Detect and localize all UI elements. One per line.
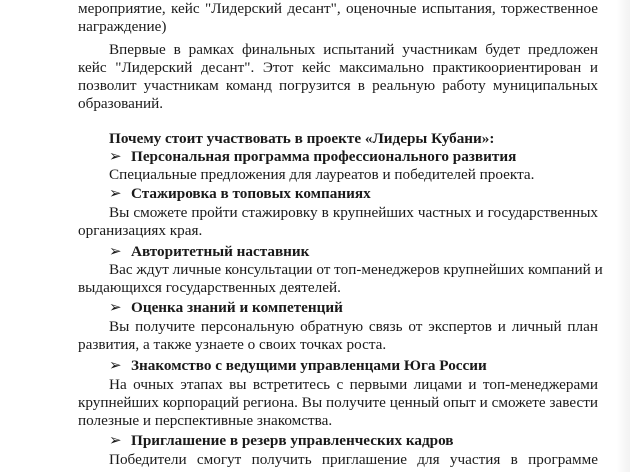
benefit-text-4-1: Вы получите персональную обратную связь от экспертов и личный план (109, 318, 598, 335)
arrow-bullet-icon: ➢ (109, 432, 122, 449)
benefit-title-5 (109, 357, 487, 375)
benefit-title-1 (109, 148, 516, 166)
arrow-bullet-icon: ➢ (109, 357, 122, 374)
intro-line-2: награждение) (78, 18, 167, 35)
benefit-text-4-2: развития, а также узнаете о своих точках роста. (78, 336, 387, 353)
arrow-bullet-icon: ➢ (109, 148, 122, 165)
benefit-title-2 (109, 185, 371, 203)
why-heading: Почему стоит участвовать в проекте «Лидеры Кубани»: (109, 130, 495, 147)
benefit-text-5-1: На очных этапах вы встретитесь с первыми лицами и топ-менеджерами (109, 376, 598, 393)
arrow-bullet-icon: ➢ (109, 185, 122, 202)
intro-para-line-1: Впервые в рамках финальных испытаний участникам будет предложен (109, 41, 598, 58)
benefit-title-text: Персональная программа профессионального развития (131, 148, 517, 165)
benefit-title-text: Стажировка в топовых компаниях (131, 185, 371, 202)
page-edge-shadow (616, 0, 630, 472)
intro-para-line-3: позволит участникам команд погрузится в реальную работу муниципальных (78, 77, 598, 94)
benefit-title-text: Приглашение в резерв управленческих кадров (131, 432, 454, 449)
benefit-title-3 (109, 243, 309, 261)
arrow-bullet-icon: ➢ (109, 299, 122, 316)
benefit-text-1-1: Специальные предложения для лауреатов и победителей проекта. (109, 166, 535, 183)
arrow-bullet-icon: ➢ (109, 243, 122, 260)
intro-para-line-4: образований. (78, 95, 164, 112)
benefit-text-2-1: Вы сможете пройти стажировку в крупнейших частных и государственных (109, 204, 598, 221)
benefit-text-5-2: крупнейших корпораций региона. Вы получите ценный опыт и сможете завести (78, 394, 598, 411)
benefit-title-text: Знакомство с ведущими управленцами Юга России (131, 357, 487, 374)
benefit-title-text: Оценка знаний и компетенций (131, 299, 343, 316)
intro-line-1: мероприятие, кейс "Лидерский десант", оценочные испытания, торжественное (78, 0, 598, 17)
benefit-title-4 (109, 299, 343, 317)
benefit-text-3-1: Вас ждут личные консультации от топ-менеджеров крупнейших компаний и (109, 261, 603, 278)
intro-para-line-2: кейс "Лидерский десант". Этот кейс максимально практикоориентирован и (78, 59, 598, 76)
benefit-title-6 (109, 432, 454, 450)
benefit-text-5-3: полезные и перспективные знакомства. (78, 412, 333, 429)
benefit-text-6-1: Победители смогут получить приглашение для участия в программе (109, 451, 598, 468)
benefit-text-3-2: выдающихся государственных деятелей. (78, 279, 341, 296)
benefit-title-text: Авторитетный наставник (131, 243, 310, 260)
benefit-text-2-2: организациях края. (78, 222, 203, 239)
